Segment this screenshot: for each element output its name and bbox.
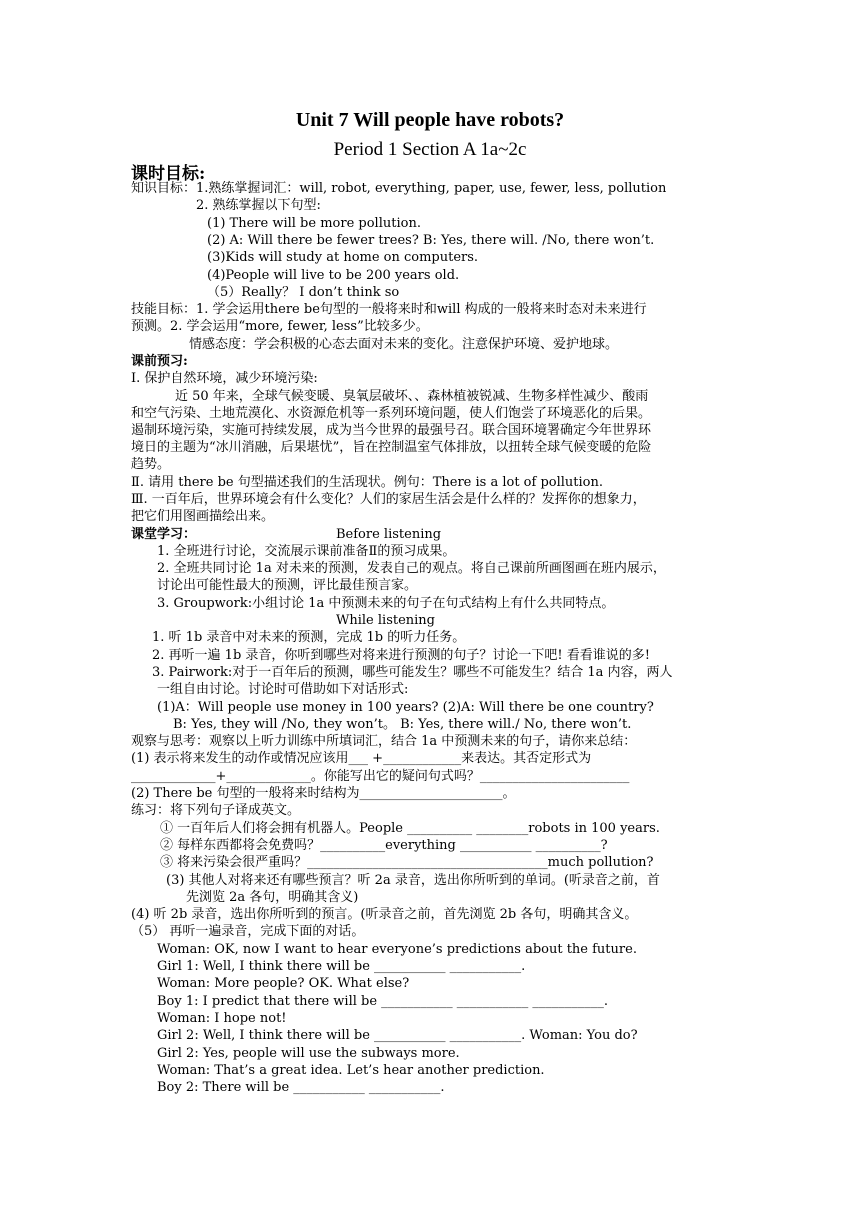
text-line: Woman: I hope not! [157, 1011, 287, 1026]
text-line: Ⅰ. 保护自然环境，减少环境污染: [131, 371, 318, 386]
text-line: 把它们用图画描绘出来。 [131, 509, 275, 524]
text-line: ① 一百年后人们将会拥有机器人。People __________ ________robots in 100 years. [160, 821, 660, 836]
text-line: Girl 1: Well, I think there will be ___________ ___________. [157, 959, 526, 974]
text-line: Woman: That’s a great idea. Let’s hear another prediction. [157, 1063, 545, 1078]
text-line: Woman: More people? OK. What else? [157, 976, 410, 991]
section-heading: 课堂学习： [131, 527, 197, 542]
text-line: 练习：将下列句子译成英文。 [131, 803, 301, 818]
page-subtitle: Period 1 Section A 1a~2c [333, 139, 527, 160]
text-line: 1. 全班进行讨论，交流展示课前准备Ⅱ的预习成果。 [157, 544, 456, 559]
text-line: Woman: OK, now I want to hear everyone’s predictions about the future. [157, 942, 637, 957]
text-line: 和空气污染、土地荒漠化、水资源危机等一系列环境问题，使人们饱尝了环境恶化的后果。 [131, 406, 652, 421]
text-line: (1)A：Will people use money in 100 years? (2)A: Will there be one country? [157, 700, 654, 715]
text-line: 境日的主题为“冰川消融，后果堪忧”，旨在控制温室气体排放，以扭转全球气候变暖的危险 [131, 440, 652, 455]
text-line: 遏制环境污染，实施可持续发展，成为当今世界的最强号召。联合国环境署确定今年世界环 [131, 423, 652, 438]
text-line: 3. Groupwork:小组讨论 1a 中预测未来的句子在句式结构上有什么共同特点。 [157, 596, 615, 611]
text-line: 2. 全班共同讨论 1a 对未来的预测，发表自己的观点。将自己课前所画图画在班内展示， [157, 561, 666, 576]
text-line: 1. 听 1b 录音中对未来的预测，完成 1b 的听力任务。 [152, 630, 466, 645]
text-line: 2. 再听一遍 1b 录音，你听到哪些对将来进行预测的句子？讨论一下吧! 看看谁说的多! [152, 648, 650, 663]
text-line: 知识目标：1.熟练掌握词汇：will, robot, everything, paper, use, fewer, less, pollution [131, 181, 667, 196]
text-line: 先浏览 2a 各句，明确其含义) [186, 890, 359, 905]
objectives-heading: 课时目标: [131, 164, 206, 184]
text-line: Ⅲ. 一百年后，世界环境会有什么变化？人们的家居生活会是什么样的？发挥你的想象力， [131, 492, 646, 507]
text-line: 2. 熟练掌握以下句型: [196, 198, 321, 213]
text-line: (4) 听 2b 录音，选出你所听到的预言。(听录音之前，首先浏览 2b 各句，明确其含义。 [131, 907, 638, 922]
text-line: _____________+_____________。你能写出它的疑问句式吗？_______________________ [131, 769, 630, 784]
section-heading: 课前预习: [131, 354, 188, 369]
text-line: 观察与思考：观察以上听力训练中所填词汇，结合 1a 中预测未来的句子，请你来总结： [131, 734, 637, 749]
text-line: (1) There will be more pollution. [207, 216, 421, 231]
text-line: Ⅱ. 请用 there be 句型描述我们的生活现状。例句：There is a lot of pollution. [131, 475, 603, 490]
text-line: 技能目标：1. 学会运用there be句型的一般将来时和will 构成的一般将来时态对未来进行 [131, 302, 647, 317]
text-line: 情感态度：学会积极的心态去面对未来的变化。注意保护环境、爱护地球。 [189, 337, 619, 352]
text-line: B: Yes, they will /No, they won’t。 B: Yes, there will./ No, there won’t. [173, 717, 632, 732]
text-line: ③ 将来污染会很严重吗？_____________________________________much pollution? [160, 855, 654, 870]
text-line: 近 50 年来，全球气候变暖、臭氧层破坏、、森林植被锐减、生物多样性减少、酸雨 [175, 389, 649, 404]
text-line: Boy 1: I predict that there will be ___________ ___________ ___________. [157, 994, 609, 1009]
text-line: (3)Kids will study at home on computers. [207, 250, 479, 265]
text-line: 趋势。 [131, 457, 171, 472]
text-line: 一组自由讨论。讨论时可借助如下对话形式: [157, 682, 409, 697]
text-line: Girl 2: Yes, people will use the subways more. [157, 1046, 460, 1061]
subsection-heading: Before listening [336, 527, 442, 542]
text-line: 预测。2. 学会运用“more, fewer, less”比较多少。 [131, 319, 429, 334]
subsection-heading: While listening [336, 613, 436, 628]
text-line: (2) A: Will there be fewer trees? B: Yes, there will. /No, there won’t. [207, 233, 655, 248]
text-line: （5）Really？ I don’t think so [207, 285, 400, 300]
text-line: Girl 2: Well, I think there will be ___________ ___________. Woman: You do? [157, 1028, 638, 1043]
text-line: （5） 再听一遍录音，完成下面的对话。 [131, 924, 365, 939]
text-line: 讨论出可能性最大的预测，评比最佳预言家。 [157, 578, 418, 593]
text-line: (2) There be 句型的一般将来时结构为______________________。 [131, 786, 516, 801]
text-line: (3) 其他人对将来还有哪些预言？听 2a 录音，选出你所听到的单词。(听录音之前，首 [166, 873, 660, 888]
text-line: (4)People will live to be 200 years old. [207, 268, 460, 283]
text-line: ② 每样东西都将会免费吗？__________everything ___________ __________? [160, 838, 608, 853]
text-line: (1) 表示将来发生的动作或情况应该用___ +____________来表达。其否定形式为 [131, 751, 592, 766]
text-line: 3. Pairwork:对于一百年后的预测，哪些可能发生？哪些不可能发生？结合 1a 内容，两人 [152, 665, 673, 680]
page-title: Unit 7 Will people have robots? [295, 109, 565, 131]
text-line: Boy 2: There will be ___________ ___________. [157, 1080, 445, 1095]
